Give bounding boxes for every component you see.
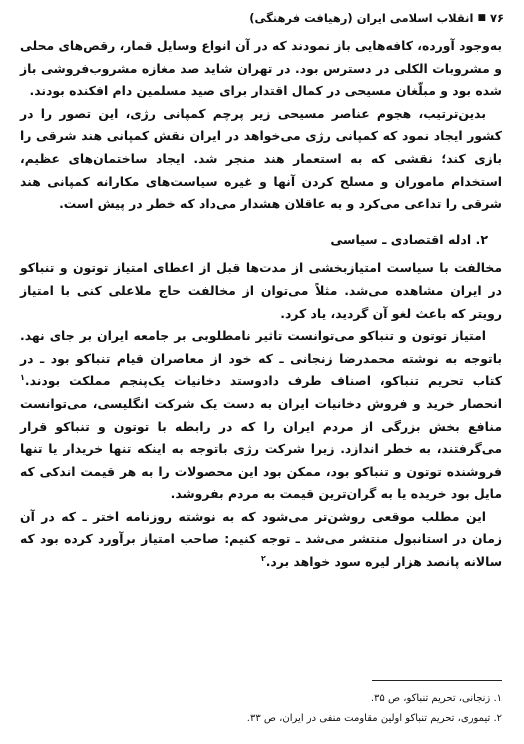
paragraph-4 — [20, 325, 502, 506]
paragraph-4-part-2: انحصار خرید و فروش دخانیات ایران به دست یک شرکت انگلیسی، می‌توانست منافع بخش بزرگی از مردم ایران را که در رابطه با توتون و تنباکو قرار می‌گرفتند، به خطر اندازد. زیرا شرکت رژی باتوجه به اینکه تنها خریدار یا تنها فروشنده توتون و تنباکو بود، ممکن بود این محصولات را به هر قیمت اندکی که مایل بود خریده یا به گران‌ترین قیمت به مردم بفروشد. — [20, 395, 502, 502]
footnote-2: ۲. تیموری، تحریم تنباکو اولین مقاومت منفی در ایران، ص ۳۳. — [246, 713, 502, 724]
page-number: ۷۶ — [489, 11, 504, 25]
section-heading: ۲. ادله اقتصادی ـ سیاسی — [330, 231, 488, 247]
footnote-ref-2: ۲ — [260, 553, 266, 563]
footnote-divider — [372, 680, 502, 681]
footnote-1: ۱. زنجانی، تحریم تنباکو، ص ۳۵. — [370, 693, 502, 704]
footnotes — [20, 689, 502, 729]
paragraph-1: به‌وجود آورده، کافه‌هایی باز نمودند که در آن انواع وسایل قمار، رقص‌های محلی و مشروبات الکلی در دسترس بود. در تهران شاید صد مغازه مشروب‌فروشی باز شده بود و مبلّغان مسیحی در کمال اقتدار برای صید مسلمین دام افکنده بودند. — [20, 38, 502, 99]
paragraph-4-part-1: امتیاز توتون و تنباکو می‌توانست تاثیر نامطلوبی بر جامعه ایران بر جای نهد. باتوجه به نوشته محمدرضا زنجانی ـ که خود از معاصران قیام تنباکو بود ـ در کتاب تحریم تنباکو، اصناف طرف دادوستد دخانیات یک‌پنجم مملکت بودند. — [20, 328, 502, 389]
paragraph-2: بدین‌ترتیب، هجوم عناصر مسیحی زیر پرچم کمپانی رژی، این تصور را در کشور ایجاد نمود که کمپانی رژی می‌خواهد در ایران نقش کمپانی هند شرقی را بازی کند؛ نقشی که به استعمار هند منجر شد. ایجاد ساختمان‌های عظیم، استخدام ماموران و مسلح کردن آنها و غیره سیاست‌های مکارانه کمپانی هند شرقی را تداعی می‌کرد و به عاقلان هشدار می‌داد که خطر در پیش است. — [20, 105, 502, 212]
running-header — [20, 10, 504, 26]
running-title: انقلاب اسلامی ایران (رهیافت فرهنگی) — [249, 11, 474, 25]
square-bullet-icon: ■ — [477, 13, 486, 23]
footnote-ref-1: ۱ — [20, 373, 25, 383]
paragraph-5-text: این مطلب موقعی روشن‌تر می‌شود که به نوشته روزنامه اختر ـ که در آن زمان در استانبول منتشر می‌شد ـ توجه کنیم: صاحب امتیاز برآورد کرده بود که سالانه پانصد هزار لیره سود خواهد برد. — [20, 508, 502, 570]
page-body — [20, 35, 502, 574]
paragraph-5 — [20, 506, 502, 574]
paragraph-3: مخالفت با سیاست امتیازبخشی از مدت‌ها قبل از اعطای امتیاز توتون و تنباکو در ایران مشاهده می‌شد. مثلاً می‌توان از مخالفت حاج ملاعلی کنی با امتیاز رویتر که باعث لغو آن گردید، یاد کرد. — [20, 260, 502, 321]
